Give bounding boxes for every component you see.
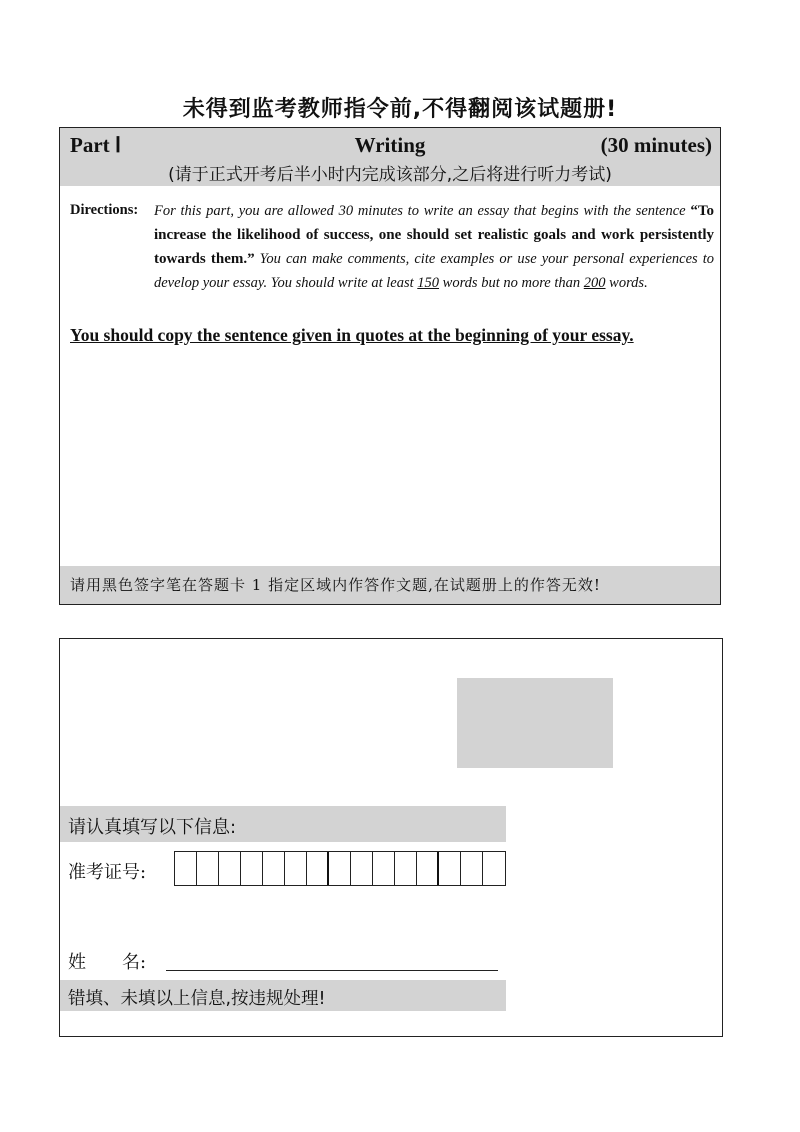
directions-end: words. — [605, 275, 648, 291]
min-words: 150 — [417, 275, 440, 291]
exam-number-cell[interactable] — [373, 852, 395, 885]
directions-body — [154, 199, 714, 295]
exam-number-cell[interactable] — [241, 852, 263, 885]
exam-number-cell[interactable] — [197, 852, 219, 885]
exam-number-cell[interactable] — [285, 852, 307, 885]
max-words: 200 — [583, 275, 606, 291]
photo-area — [457, 678, 613, 768]
exam-number-cell[interactable] — [351, 852, 373, 885]
copy-instruction: You should copy the sentence given in quotes at the beginning of your essay. — [70, 325, 634, 345]
exam-number-cell[interactable] — [175, 852, 197, 885]
part-header — [60, 128, 720, 186]
writing-section — [59, 127, 721, 605]
exam-number-cell[interactable] — [307, 852, 329, 885]
name-field[interactable] — [166, 970, 498, 971]
exam-number-grid[interactable] — [174, 851, 506, 886]
open-quote: “ — [690, 203, 698, 219]
name-label: 姓 名: — [68, 952, 147, 973]
warning-bar — [60, 980, 506, 1011]
part-note: (请于正式开考后半小时内完成该部分,之后将进行听力考试) — [168, 165, 612, 185]
answer-note-bar — [60, 566, 720, 604]
part-label: Part Ⅰ — [70, 133, 122, 157]
directions-words-but: words but no more than — [439, 275, 584, 291]
info-prompt-bar — [60, 806, 506, 842]
directions-intro: For this part, you are allowed 30 minutes to write an essay that begins with the sentence — [154, 203, 686, 219]
directions-label: Directions: — [70, 202, 139, 218]
exam-number-cell[interactable] — [483, 852, 505, 885]
info-prompt: 请认真填写以下信息: — [68, 817, 237, 838]
exam-number-cell[interactable] — [263, 852, 285, 885]
close-quote: ” — [247, 251, 255, 267]
part-time: (30 minutes) — [600, 133, 712, 157]
top-notice: 未得到监考教师指令前,不得翻阅该试题册! — [182, 97, 618, 122]
exam-number-label: 准考证号: — [68, 862, 147, 883]
exam-number-cell[interactable] — [395, 852, 417, 885]
exam-number-cell[interactable] — [439, 852, 461, 885]
answer-note: 请用黑色签字笔在答题卡 1 指定区域内作答作文题,在试题册上的作答无效! — [70, 576, 601, 594]
exam-number-cell[interactable] — [461, 852, 483, 885]
info-section — [59, 638, 723, 1037]
exam-number-cell[interactable] — [417, 852, 439, 885]
warning-text: 错填、未填以上信息,按违规处理! — [68, 989, 326, 1009]
directions-middle: You can make comments, cite examples or use your personal experiences to develop your essay. You should write at least — [154, 251, 714, 291]
part-title: Writing — [354, 133, 426, 157]
exam-number-cell[interactable] — [219, 852, 241, 885]
exam-number-cell[interactable] — [329, 852, 351, 885]
essay-sentence: To increase the likelihood of success, one should set realistic goals and work persistently towards them. — [154, 203, 715, 267]
